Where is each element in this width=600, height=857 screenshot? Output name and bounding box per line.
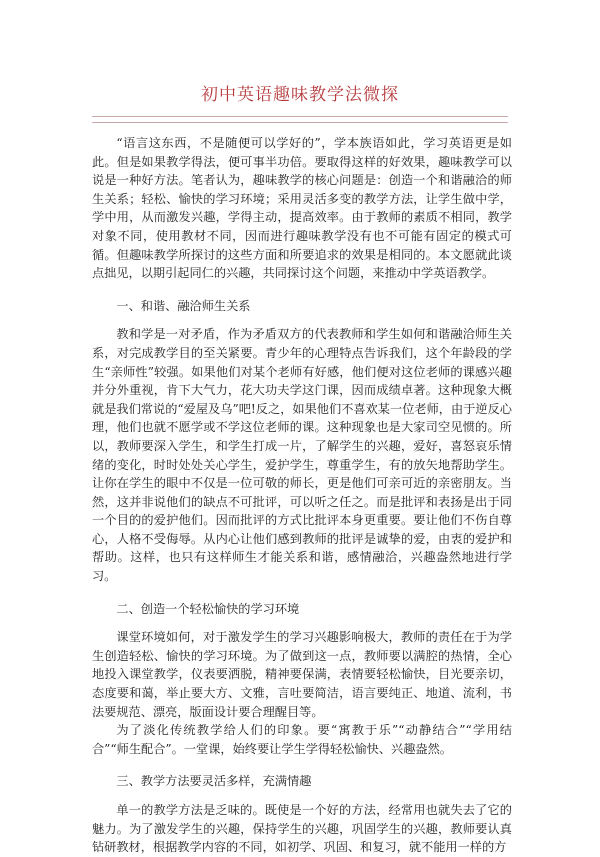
section-3-paragraph: 单一的教学方法是乏味的。既使是一个好的方法，经常用也就失去了它的魅力。为了激发学生的兴趣，保持学生的兴趣，巩固学生的兴趣，教师要认真钻研教材，根据教学内容的不同，如初学、巩固、和复习，就不能用一样的方 xyxy=(92,803,512,855)
section-heading-1: 一、和谐、融洽师生关系 xyxy=(116,298,251,313)
document-body xyxy=(92,134,512,857)
section-1-paragraph: 教和学是一对矛盾，作为矛盾双方的代表教师和学生如何和谐融洽师生关系，对完成教学目的至关紧要。青少年的心理特点告诉我们，这个年龄段的学生“亲师性”较强。如果他们对某个老师有好感，他们便对这位老师的课感兴趣并分外重视，肯下大气力，花大功夫学这门课，因而成绩卓著。这种现象大概就是我们常说的“爱屋及乌”吧!反之，如果他们不喜欢某一位老师，由于逆反心理，他们也就不愿学或不学这位老师的课。这种现象也是大家司空见惯的。所以，教师要深入学生，和学生打成一片，了解学生的兴趣，爱好，喜怒哀乐情绪的变化，时时处处关心学生，爱护学生，尊重学生，有的放矢地帮助学生。让你在学生的眼中不仅是一位可敬的师长，更是他们可亲可近的亲密朋友。当然，这并非说他们的缺点不可批评，可以听之任之。而是批评和表扬是出于同一个目的的爱护他们。因而批评的方式比批评本身更重要。要让他们不伤自尊心，人格不受侮辱。从内心让他们感到教师的批评是诚挚的爱，由衷的爱护和帮助。这样，也只有这样师生才能关系和谐，感情融洽，兴趣盎然地进行学习。 xyxy=(92,327,512,584)
title-divider xyxy=(92,116,508,123)
section-heading-3: 三、教学方法要灵活多样，充满情趣 xyxy=(116,774,312,789)
intro-paragraph: “语言这东西，不是随便可以学好的”，学本族语如此，学习英语更是如此。但是如果教学得法，便可事半功倍。要取得这样的好效果，趣味教学可以说是一种好方法。笔者认为，趣味教学的核心问题是：创造一个和谐融洽的师生关系；轻松、愉快的学习环境；采用灵活多变的教学方法，让学生做中学，学中用，从而激发兴趣，学得主动，提高效率。由于教师的素质不相同，教学对象不同，使用教材不同，因而进行趣味教学没有也不可能有固定的模式可循。但趣味教学所探讨的这些方面和所要追求的效果是相同的。本文愿就此谈点拙见，以期引起同仁的兴趣，共同探讨这个问题，来推动中学英语教学。 xyxy=(92,136,512,281)
document-title: 初中英语趣味教学法微探 xyxy=(201,85,399,105)
section-2-paragraph-2: 为了淡化传统教学给人们的印象。要“寓教于乐”“动静结合”“学用结合”“师生配合”。一堂课，始终要让学生学得轻松愉快、兴趣盎然。 xyxy=(92,723,512,756)
section-2-paragraph-1: 课堂环境如何，对于激发学生的学习兴趣影响极大，教师的责任在于为学生创造轻松、愉快的学习环境。为了做到这一点，教师要以满腔的热情，全心地投入课堂教学，仪表要洒脱，精神要保满，表情要轻松愉快，目光要亲切，态度要和蔼，举止要大方、文雅，言吐要简洁，语言要纯正、地道、流利，书法要规范、漂亮，版面设计要合理醒目等。 xyxy=(92,630,512,719)
section-heading-2: 二、创造一个轻松愉快的学习环境 xyxy=(116,601,300,616)
